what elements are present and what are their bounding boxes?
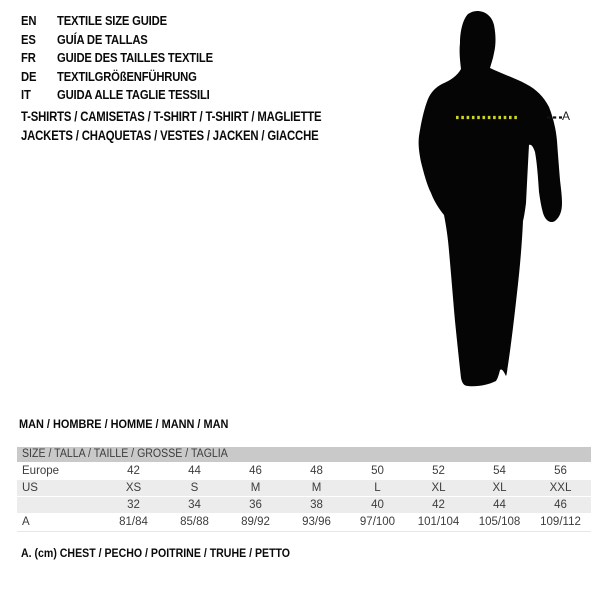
language-label: GUIDE DES TAILLES TEXTILE [57, 51, 213, 66]
measure-label-a: A [562, 109, 571, 123]
language-row [21, 31, 213, 50]
size-cell: 36 [249, 499, 262, 511]
size-cell: XL [492, 482, 507, 494]
language-label: GUIDA ALLE TAGLIE TESSILI [57, 88, 210, 103]
size-cell: 54 [493, 465, 506, 477]
size-cell: 42 [127, 465, 140, 477]
size-cell: 50 [371, 465, 384, 477]
language-code: IT [21, 88, 31, 103]
language-label: TEXTILGRÖßENFÜHRUNG [57, 69, 197, 84]
size-cell: XXL [549, 482, 572, 494]
language-label: TEXTILE SIZE GUIDE [57, 14, 167, 28]
size-cell: 32 [127, 499, 140, 511]
language-row [21, 68, 213, 87]
size-table-row [17, 514, 591, 530]
size-cell: 52 [432, 465, 445, 477]
size-cell: 40 [371, 499, 384, 511]
size-table [17, 447, 591, 532]
language-label: GUÍA DE TALLAS [57, 32, 148, 47]
chest-footnote: A. (cm) CHEST / PECHO / POITRINE / TRUHE / PETTO [21, 548, 291, 560]
size-cell: 42 [432, 499, 445, 511]
size-cell: 48 [310, 465, 323, 477]
size-cell: 105/108 [478, 516, 521, 528]
size-cell: 85/88 [180, 516, 209, 528]
size-table-row [17, 480, 591, 496]
size-cell: 101/104 [417, 516, 460, 528]
size-cell: 93/96 [302, 516, 331, 528]
size-row-label [17, 497, 103, 513]
language-row [21, 86, 213, 105]
man-silhouette-shape [419, 11, 562, 386]
language-list [21, 12, 213, 105]
size-cell: 109/112 [540, 516, 581, 528]
product-line: T-SHIRTS / CAMISETAS / T-SHIRT / T-SHIRT / MAGLIETTE [21, 109, 322, 124]
size-cell: S [190, 482, 199, 494]
size-cell: 44 [188, 465, 201, 477]
language-row [21, 49, 213, 68]
size-row-label: Europe [22, 465, 60, 477]
language-code: FR [21, 51, 36, 66]
size-table-header [17, 447, 591, 462]
product-category-lines [21, 108, 321, 145]
size-cell: 89/92 [241, 516, 270, 528]
size-cell: 81/84 [119, 516, 148, 528]
size-cell: 46 [554, 499, 567, 511]
size-table-header-label: SIZE / TALLA / TAILLE / GRÖSSE / TAGLIA [22, 448, 228, 460]
size-cell: M [250, 482, 261, 494]
size-cell: 34 [188, 499, 201, 511]
size-cell: XL [431, 482, 446, 494]
size-table-body [17, 463, 591, 530]
product-line: JACKETS / CHAQUETAS / VESTES / JACKEN / GIACCHE [21, 127, 319, 143]
size-cell: M [311, 482, 322, 494]
size-cell: 56 [554, 465, 567, 477]
language-code: EN [21, 14, 37, 28]
size-cell: 38 [310, 499, 323, 511]
size-row-label: US [22, 482, 38, 494]
language-code: ES [21, 32, 36, 47]
section-title-man: MAN / HOMBRE / HOMME / MANN / MAN [19, 419, 229, 431]
size-table-row [17, 463, 591, 479]
size-table-row [17, 497, 591, 513]
man-silhouette-figure [405, 5, 565, 390]
size-cell: 44 [493, 499, 506, 511]
size-cell: L [374, 482, 381, 494]
size-cell: 46 [249, 465, 262, 477]
size-cell: XS [125, 482, 142, 494]
language-code: DE [21, 69, 37, 84]
size-row-label: A [22, 516, 30, 528]
language-row [21, 12, 213, 31]
size-cell: 97/100 [359, 516, 396, 528]
